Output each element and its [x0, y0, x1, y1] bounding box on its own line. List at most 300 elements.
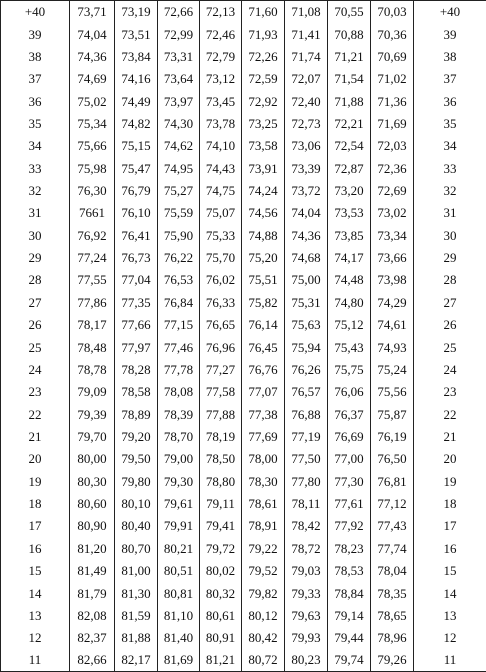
table-cell: 73,19 [115, 1, 158, 23]
table-cell: 70,88 [328, 23, 371, 45]
row-label-right: 14 [414, 582, 486, 604]
table-cell: 81,30 [115, 582, 158, 604]
table-cell: 77,74 [371, 537, 414, 559]
table-cell: 75,33 [200, 224, 242, 246]
table-cell: 79,44 [328, 627, 371, 649]
row-label-left: 33 [1, 157, 70, 179]
table-cell: 76,10 [115, 202, 158, 224]
table-cell: 72,21 [328, 112, 371, 134]
table-cell: 80,72 [242, 649, 285, 671]
table-row [1, 45, 486, 67]
table-cell: 76,81 [371, 470, 414, 492]
table-cell: 76,96 [200, 336, 242, 358]
table-cell: 71,08 [285, 1, 328, 23]
row-label-left: 38 [1, 45, 70, 67]
table-cell: 81,88 [115, 627, 158, 649]
table-cell: 78,00 [242, 448, 285, 470]
table-cell: 73,34 [371, 224, 414, 246]
table-cell: 76,33 [200, 291, 242, 313]
row-label-right: 20 [414, 448, 486, 470]
table-cell: 70,03 [371, 1, 414, 23]
row-label-right: 39 [414, 23, 486, 45]
table-cell: 80,60 [70, 492, 115, 514]
table-cell: 80,90 [70, 515, 115, 537]
table-cell: 79,93 [285, 627, 328, 649]
table-cell: 74,04 [285, 202, 328, 224]
table-cell: 71,54 [328, 68, 371, 90]
row-label-left: 28 [1, 269, 70, 291]
row-label-left: 34 [1, 135, 70, 157]
table-cell: 79,39 [70, 403, 115, 425]
table-cell: 73,39 [285, 157, 328, 179]
table-cell: 79,50 [115, 448, 158, 470]
table-cell: 74,61 [371, 314, 414, 336]
table-cell: 74,16 [115, 68, 158, 90]
table-cell: 81,59 [115, 604, 158, 626]
table-cell: 72,66 [158, 1, 200, 23]
table-cell: 74,48 [328, 269, 371, 291]
table-cell: 73,53 [328, 202, 371, 224]
table-cell: 77,38 [242, 403, 285, 425]
table-cell: 78,53 [328, 559, 371, 581]
table-cell: 74,56 [242, 202, 285, 224]
table-cell: 73,20 [328, 179, 371, 201]
table-cell: 71,74 [285, 45, 328, 67]
table-row [1, 448, 486, 470]
table-cell: 78,89 [115, 403, 158, 425]
table-cell: 72,07 [285, 68, 328, 90]
table-cell: 77,66 [115, 314, 158, 336]
row-label-right: 38 [414, 45, 486, 67]
table-cell: 74,62 [158, 135, 200, 157]
table-cell: 79,00 [158, 448, 200, 470]
table-cell: 78,91 [242, 515, 285, 537]
row-label-right: 23 [414, 381, 486, 403]
table-cell: 77,69 [242, 425, 285, 447]
table-cell: 72,92 [242, 90, 285, 112]
table-row [1, 1, 486, 23]
table-cell: 76,45 [242, 336, 285, 358]
row-label-left: 31 [1, 202, 70, 224]
row-label-left: 30 [1, 224, 70, 246]
row-label-left: 29 [1, 246, 70, 268]
table-cell: 78,65 [371, 604, 414, 626]
table-cell: 77,58 [200, 381, 242, 403]
table-cell: 72,59 [242, 68, 285, 90]
row-label-left: 11 [1, 649, 70, 671]
table-cell: 75,24 [371, 358, 414, 380]
row-label-right: 27 [414, 291, 486, 313]
table-cell: 77,19 [285, 425, 328, 447]
table-cell: 72,13 [200, 1, 242, 23]
row-label-left: 13 [1, 604, 70, 626]
table-cell: 74,36 [70, 45, 115, 67]
table-cell: 78,72 [285, 537, 328, 559]
table-cell: 73,31 [158, 45, 200, 67]
row-label-right: 36 [414, 90, 486, 112]
table-cell: 79,09 [70, 381, 115, 403]
row-label-right: 13 [414, 604, 486, 626]
table-cell: 76,79 [115, 179, 158, 201]
table-cell: 75,98 [70, 157, 115, 179]
table-cell: 71,88 [328, 90, 371, 112]
table-row [1, 269, 486, 291]
row-label-right: 18 [414, 492, 486, 514]
table-cell: 76,65 [200, 314, 242, 336]
table-cell: 72,99 [158, 23, 200, 45]
table-cell: 71,93 [242, 23, 285, 45]
table-cell: 75,12 [328, 314, 371, 336]
row-label-right: 16 [414, 537, 486, 559]
table-cell: 82,37 [70, 627, 115, 649]
row-label-left: 12 [1, 627, 70, 649]
table-cell: 78,11 [285, 492, 328, 514]
table-cell: 76,57 [285, 381, 328, 403]
table-cell: 79,20 [115, 425, 158, 447]
row-label-left: 24 [1, 358, 70, 380]
table-cell: 75,63 [285, 314, 328, 336]
table-cell: 76,84 [158, 291, 200, 313]
table-row [1, 649, 486, 671]
table-cell: 77,61 [328, 492, 371, 514]
row-label-right: 24 [414, 358, 486, 380]
row-label-right: 33 [414, 157, 486, 179]
row-label-right: 22 [414, 403, 486, 425]
table-cell: 81,20 [70, 537, 115, 559]
table-row [1, 381, 486, 403]
row-label-left: 27 [1, 291, 70, 313]
row-label-right: 15 [414, 559, 486, 581]
table-row [1, 470, 486, 492]
row-label-right: 11 [414, 649, 486, 671]
table-row [1, 23, 486, 45]
row-label-right: 37 [414, 68, 486, 90]
row-label-left: 35 [1, 112, 70, 134]
row-label-left: 26 [1, 314, 70, 336]
table-row [1, 68, 486, 90]
table-cell: 78,96 [371, 627, 414, 649]
table-cell: 77,46 [158, 336, 200, 358]
table-cell: 75,20 [242, 246, 285, 268]
table-cell: 78,58 [115, 381, 158, 403]
table-cell: 79,41 [200, 515, 242, 537]
table-cell: 71,02 [371, 68, 414, 90]
table-cell: 77,50 [285, 448, 328, 470]
table-cell: 79,74 [328, 649, 371, 671]
table-cell: 80,21 [158, 537, 200, 559]
table-cell: 79,91 [158, 515, 200, 537]
table-cell: 77,97 [115, 336, 158, 358]
table-cell: 79,70 [70, 425, 115, 447]
table-cell: 74,88 [242, 224, 285, 246]
table-cell: 74,04 [70, 23, 115, 45]
table-cell: 80,00 [70, 448, 115, 470]
table-cell: 75,47 [115, 157, 158, 179]
table-cell: 70,36 [371, 23, 414, 45]
row-label-left: 19 [1, 470, 70, 492]
table-cell: 75,02 [70, 90, 115, 112]
table-cell: 73,06 [285, 135, 328, 157]
table-cell: 74,17 [328, 246, 371, 268]
table-cell: 78,39 [158, 403, 200, 425]
table-cell: 77,43 [371, 515, 414, 537]
table-cell: 76,73 [115, 246, 158, 268]
table-cell: 73,84 [115, 45, 158, 67]
table-cell: 75,82 [242, 291, 285, 313]
table-cell: 79,30 [158, 470, 200, 492]
table-cell: 81,00 [115, 559, 158, 581]
row-label-right: 30 [414, 224, 486, 246]
row-label-left: 36 [1, 90, 70, 112]
table-cell: 78,08 [158, 381, 200, 403]
row-label-right: 32 [414, 179, 486, 201]
table-cell: 81,10 [158, 604, 200, 626]
table-cell: 72,46 [200, 23, 242, 45]
table-cell: 78,35 [371, 582, 414, 604]
table-cell: 75,15 [115, 135, 158, 157]
table-cell: 73,66 [371, 246, 414, 268]
table-cell: 75,00 [285, 269, 328, 291]
row-label-right: 25 [414, 336, 486, 358]
table-cell: 74,24 [242, 179, 285, 201]
table-cell: 71,41 [285, 23, 328, 45]
table-cell: 80,32 [200, 582, 242, 604]
table-cell: 75,34 [70, 112, 115, 134]
table-cell: 80,81 [158, 582, 200, 604]
row-label-right: 28 [414, 269, 486, 291]
row-label-left: 18 [1, 492, 70, 514]
row-label-right: 12 [414, 627, 486, 649]
table-cell: 78,17 [70, 314, 115, 336]
table-cell: 76,76 [242, 358, 285, 380]
table-cell: 78,50 [200, 448, 242, 470]
table-cell: 80,12 [242, 604, 285, 626]
table-cell: 75,31 [285, 291, 328, 313]
row-label-right: +40 [414, 1, 486, 23]
table-cell: 78,19 [200, 425, 242, 447]
table-cell: 73,25 [242, 112, 285, 134]
table-cell: 76,02 [200, 269, 242, 291]
table-cell: 75,90 [158, 224, 200, 246]
table-cell: 74,29 [371, 291, 414, 313]
table-row [1, 246, 486, 268]
table-cell: 72,40 [285, 90, 328, 112]
table-cell: 76,19 [371, 425, 414, 447]
table-row [1, 336, 486, 358]
table-cell: 72,54 [328, 135, 371, 157]
table-cell: 77,92 [328, 515, 371, 537]
row-label-left: 25 [1, 336, 70, 358]
table-cell: 71,21 [328, 45, 371, 67]
table-row [1, 90, 486, 112]
table-cell: 81,69 [158, 649, 200, 671]
table-cell: 81,49 [70, 559, 115, 581]
table-cell: 77,55 [70, 269, 115, 291]
table-cell: 73,12 [200, 68, 242, 90]
table-row [1, 582, 486, 604]
table-cell: 75,56 [371, 381, 414, 403]
table-row [1, 358, 486, 380]
table-cell: 75,66 [70, 135, 115, 157]
table-cell: 77,12 [371, 492, 414, 514]
table-cell: 79,82 [242, 582, 285, 604]
table-cell: 77,78 [158, 358, 200, 380]
table-cell: 78,80 [200, 470, 242, 492]
table-cell: 80,70 [115, 537, 158, 559]
table-row [1, 403, 486, 425]
table-cell: 74,68 [285, 246, 328, 268]
row-label-left: 37 [1, 68, 70, 90]
row-label-left: +40 [1, 1, 70, 23]
table-cell: 78,70 [158, 425, 200, 447]
table-cell: 75,27 [158, 179, 200, 201]
table-row [1, 202, 486, 224]
table-cell: 72,03 [371, 135, 414, 157]
table-cell: 80,23 [285, 649, 328, 671]
table-row [1, 515, 486, 537]
table-cell: 74,82 [115, 112, 158, 134]
table-cell: 73,71 [70, 1, 115, 23]
table-cell: 73,51 [115, 23, 158, 45]
table-cell: 79,03 [285, 559, 328, 581]
table-cell: 73,58 [242, 135, 285, 157]
table-cell: 74,49 [115, 90, 158, 112]
table-cell: 76,50 [371, 448, 414, 470]
table-cell: 73,45 [200, 90, 242, 112]
table-cell: 72,73 [285, 112, 328, 134]
table-cell: 75,75 [328, 358, 371, 380]
table-cell: 80,30 [70, 470, 115, 492]
table-cell: 77,24 [70, 246, 115, 268]
table-cell: 72,69 [371, 179, 414, 201]
table-cell: 80,42 [242, 627, 285, 649]
table-cell: 76,14 [242, 314, 285, 336]
table-row [1, 425, 486, 447]
table-cell: 77,00 [328, 448, 371, 470]
table-cell: 78,84 [328, 582, 371, 604]
table-cell: 73,91 [242, 157, 285, 179]
table-row [1, 157, 486, 179]
table-cell: 78,04 [371, 559, 414, 581]
row-label-left: 15 [1, 559, 70, 581]
table-cell: 80,02 [200, 559, 242, 581]
table-cell: 77,35 [115, 291, 158, 313]
table-cell: 75,70 [200, 246, 242, 268]
table-cell: 70,55 [328, 1, 371, 23]
table-row [1, 492, 486, 514]
table-cell: 74,95 [158, 157, 200, 179]
table-cell: 79,14 [328, 604, 371, 626]
table-cell: 77,04 [115, 269, 158, 291]
table-cell: 80,40 [115, 515, 158, 537]
table-cell: 76,26 [285, 358, 328, 380]
table-cell: 80,91 [200, 627, 242, 649]
table-cell: 77,30 [328, 470, 371, 492]
table-cell: 77,27 [200, 358, 242, 380]
table-cell: 79,26 [371, 649, 414, 671]
table-cell: 74,80 [328, 291, 371, 313]
row-label-right: 17 [414, 515, 486, 537]
table-cell: 76,92 [70, 224, 115, 246]
row-label-left: 32 [1, 179, 70, 201]
row-label-right: 29 [414, 246, 486, 268]
table-row [1, 291, 486, 313]
table-cell: 74,10 [200, 135, 242, 157]
table-cell: 73,78 [200, 112, 242, 134]
table-cell: 79,11 [200, 492, 242, 514]
table-cell: 76,53 [158, 269, 200, 291]
table-cell: 75,07 [200, 202, 242, 224]
table-cell: 79,80 [115, 470, 158, 492]
table-cell: 75,59 [158, 202, 200, 224]
row-label-right: 31 [414, 202, 486, 224]
table-cell: 73,85 [328, 224, 371, 246]
table-cell: 79,61 [158, 492, 200, 514]
table-cell: 75,87 [371, 403, 414, 425]
table-row [1, 604, 486, 626]
table-cell: 73,98 [371, 269, 414, 291]
table-row [1, 314, 486, 336]
table-cell: 77,88 [200, 403, 242, 425]
row-label-right: 34 [414, 135, 486, 157]
row-label-left: 17 [1, 515, 70, 537]
row-label-left: 20 [1, 448, 70, 470]
table-cell: 71,69 [371, 112, 414, 134]
row-label-right: 19 [414, 470, 486, 492]
table-cell: 72,87 [328, 157, 371, 179]
table-cell: 76,69 [328, 425, 371, 447]
table-cell: 76,37 [328, 403, 371, 425]
table-cell: 82,66 [70, 649, 115, 671]
table-cell: 82,17 [115, 649, 158, 671]
table-cell: 78,78 [70, 358, 115, 380]
table-row [1, 559, 486, 581]
table-cell: 73,97 [158, 90, 200, 112]
row-label-left: 16 [1, 537, 70, 559]
table-cell: 78,30 [242, 470, 285, 492]
table-cell: 79,52 [242, 559, 285, 581]
table-cell: 71,60 [242, 1, 285, 23]
table-cell: 78,61 [242, 492, 285, 514]
table-cell: 75,43 [328, 336, 371, 358]
table-cell: 73,02 [371, 202, 414, 224]
row-label-left: 23 [1, 381, 70, 403]
table-cell: 80,10 [115, 492, 158, 514]
table-cell: 76,41 [115, 224, 158, 246]
table-cell: 75,94 [285, 336, 328, 358]
table-cell: 74,93 [371, 336, 414, 358]
table-cell: 73,72 [285, 179, 328, 201]
table-cell: 77,86 [70, 291, 115, 313]
row-label-right: 21 [414, 425, 486, 447]
table-cell: 76,22 [158, 246, 200, 268]
table-cell: 80,61 [200, 604, 242, 626]
table-cell: 76,30 [70, 179, 115, 201]
table-row [1, 224, 486, 246]
table-cell: 76,88 [285, 403, 328, 425]
table-row [1, 135, 486, 157]
row-label-right: 35 [414, 112, 486, 134]
table-cell: 77,80 [285, 470, 328, 492]
table-cell: 79,72 [200, 537, 242, 559]
row-label-right: 26 [414, 314, 486, 336]
table-cell: 82,08 [70, 604, 115, 626]
table-cell: 72,79 [200, 45, 242, 67]
table-cell: 77,07 [242, 381, 285, 403]
row-label-left: 21 [1, 425, 70, 447]
table-cell: 81,79 [70, 582, 115, 604]
table-cell: 72,26 [242, 45, 285, 67]
